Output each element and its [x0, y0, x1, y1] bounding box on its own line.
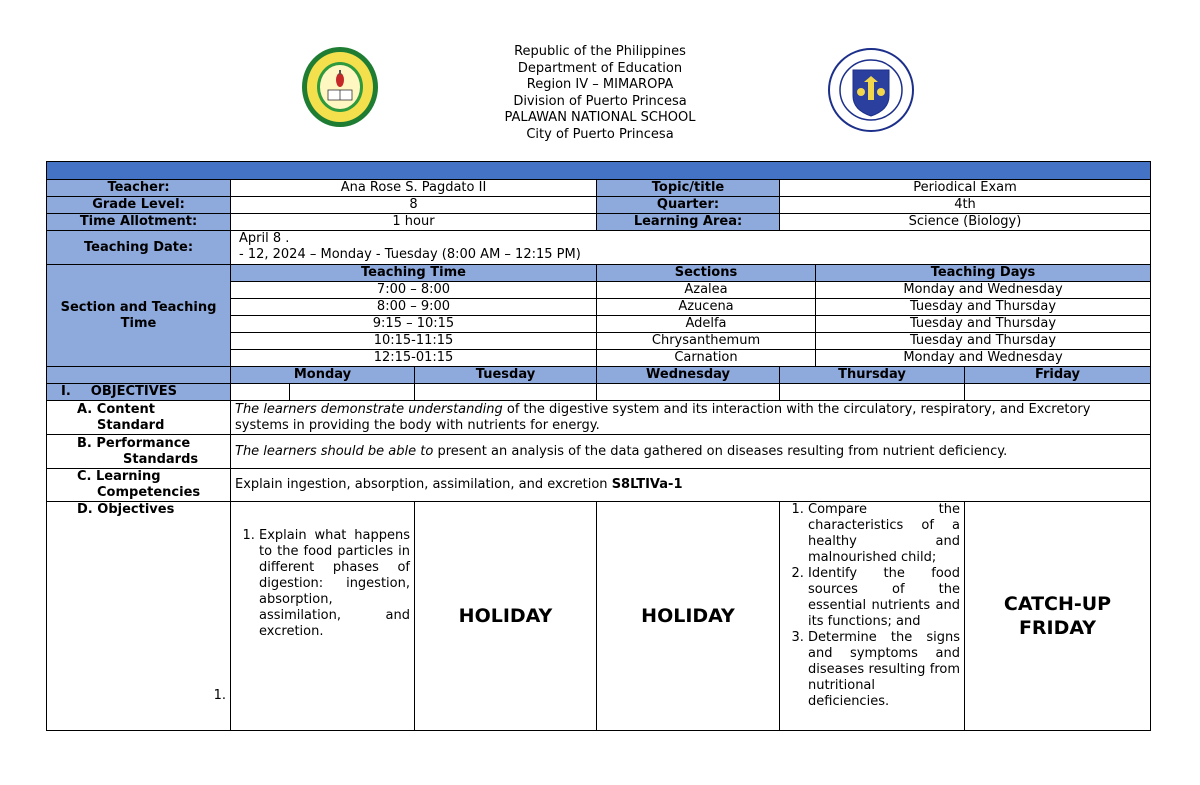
day-wednesday: Wednesday: [597, 367, 780, 384]
friday-catch-up: [965, 502, 1151, 731]
header-line: City of Puerto Princesa: [526, 126, 674, 142]
time-allotment-value: 1 hour: [231, 214, 597, 231]
tuesday-holiday: HOLIDAY: [415, 502, 597, 731]
document-header: [0, 44, 1200, 144]
quarter-value: 4th: [780, 197, 1151, 214]
grade-value: 8: [231, 197, 597, 214]
perf-label: Performance: [96, 435, 191, 451]
teacher-label: Teacher:: [47, 180, 231, 197]
header-line: Region IV – MIMAROPA: [526, 77, 674, 93]
teaching-date-value: [231, 231, 1151, 265]
topic-label: Topic/title: [597, 180, 780, 197]
section-days: Tuesday and Thursday: [816, 316, 1151, 333]
content-standard-text: [231, 401, 1151, 435]
day-tuesday: Tuesday: [415, 367, 597, 384]
section-name: Adelfa: [597, 316, 816, 333]
empty-cell: [231, 384, 290, 401]
objectives-num: I.: [61, 384, 71, 399]
day-monday: Monday: [231, 367, 415, 384]
topic-value: Periodical Exam: [780, 180, 1151, 197]
friday-line: FRIDAY: [1018, 617, 1097, 639]
obj-num: D.: [77, 502, 93, 517]
days-corner: [47, 367, 231, 384]
section-days: Monday and Wednesday: [816, 282, 1151, 299]
section-days: Tuesday and Thursday: [816, 333, 1151, 350]
empty-cell: [290, 384, 415, 401]
header-line: PALAWAN NATIONAL SCHOOL: [504, 110, 696, 126]
section-name: Azucena: [597, 299, 816, 316]
section-time: 10:15-11:15: [231, 333, 597, 350]
section-time: 12:15-01:15: [231, 350, 597, 367]
comp-label: Learning: [96, 469, 161, 484]
perf-label: Standards: [123, 451, 199, 467]
empty-cell: [415, 384, 597, 401]
performance-standard-italic: The learners should be able to: [235, 443, 434, 459]
quarter-label: Quarter:: [597, 197, 780, 214]
section-days: Monday and Wednesday: [816, 350, 1151, 367]
objectives-title: OBJECTIVES: [90, 384, 178, 399]
content-standard-italic: The learners demonstrate understanding: [235, 401, 503, 417]
monday-objectives: [231, 502, 415, 731]
learning-area-label: Learning Area:: [597, 214, 780, 231]
empty-cell: [965, 384, 1151, 401]
header-line: Republic of the Philippines: [514, 44, 686, 59]
header-line: Division of Puerto Princesa: [513, 93, 687, 109]
perf-num: B.: [77, 435, 92, 451]
comp-label: Competencies: [97, 485, 201, 500]
day-thursday: Thursday: [780, 367, 965, 384]
school-seal-logo: [301, 46, 379, 128]
monday-objective-item: 1. Explain what happens to the food particles in different phases of digestion: ingestion, absorption, assimilation, and excretion.: [259, 528, 410, 640]
content-standard-body: of the digestive system and its interaction with the circulatory, respiratory, and Excretory systems in providing the body with nutrients for energy.: [235, 401, 1091, 433]
teaching-days-header: Teaching Days: [816, 265, 1151, 282]
objectives-heading: [47, 384, 231, 401]
thursday-objective-item: 2. Identify the food sources of the essential nutrients and its functions; and: [808, 566, 960, 630]
content-label: Standard: [97, 417, 165, 433]
competencies-label: [47, 469, 231, 502]
thursday-objective-item: 1. Compare the characteristics of a healthy and malnourished child;: [808, 502, 960, 566]
deped-seal-logo: [828, 48, 914, 132]
section-time-label: Section and Teaching Time: [47, 265, 231, 367]
section-name: Carnation: [597, 350, 816, 367]
obj-footer-number: 1.: [213, 688, 226, 703]
section-name: Chrysanthemum: [597, 333, 816, 350]
section-name: Azalea: [597, 282, 816, 299]
teaching-date-line: - 12, 2024 – Monday - Tuesday (8:00 AM – 12:15 PM): [239, 247, 581, 262]
sections-header: Sections: [597, 265, 816, 282]
empty-cell: [597, 384, 780, 401]
performance-standard-label: [47, 435, 231, 469]
thursday-objectives: [780, 502, 965, 731]
objectives-label-cell: [47, 502, 231, 731]
competencies-body: Explain ingestion, absorption, assimilation, and excretion: [235, 477, 612, 492]
competencies-text: [231, 469, 1151, 502]
section-time: 8:00 – 9:00: [231, 299, 597, 316]
teacher-value: Ana Rose S. Pagdato II: [231, 180, 597, 197]
grade-label: Grade Level:: [47, 197, 231, 214]
friday-line: CATCH-UP: [1003, 593, 1112, 615]
section-time: 7:00 – 8:00: [231, 282, 597, 299]
day-friday: Friday: [965, 367, 1151, 384]
content-standard-label: [47, 401, 231, 435]
content-num: A.: [77, 401, 93, 417]
section-days: Tuesday and Thursday: [816, 299, 1151, 316]
title-band: [47, 162, 1151, 180]
time-allotment-label: Time Allotment:: [47, 214, 231, 231]
teaching-date-line: April 8 .: [239, 231, 290, 246]
thursday-objective-item: 3. Determine the signs and symptoms and diseases resulting from nutritional deficiencies.: [808, 630, 960, 710]
lesson-plan-table: [46, 161, 1151, 731]
teaching-time-header: Teaching Time: [231, 265, 597, 282]
performance-standard-body: present an analysis of the data gathered on diseases resulting from nutrient deficiency.: [433, 443, 1008, 459]
header-line: Department of Education: [517, 60, 683, 76]
performance-standard-text: [231, 435, 1151, 469]
content-label: Content: [96, 401, 156, 417]
teaching-date-label: Teaching Date:: [47, 231, 231, 265]
obj-label: Objectives: [97, 502, 175, 517]
comp-num: C.: [77, 469, 92, 484]
competency-code: S8LTIVa-1: [611, 477, 683, 492]
wednesday-holiday: HOLIDAY: [597, 502, 780, 731]
empty-cell: [780, 384, 965, 401]
section-time: 9:15 – 10:15: [231, 316, 597, 333]
learning-area-value: Science (Biology): [780, 214, 1151, 231]
